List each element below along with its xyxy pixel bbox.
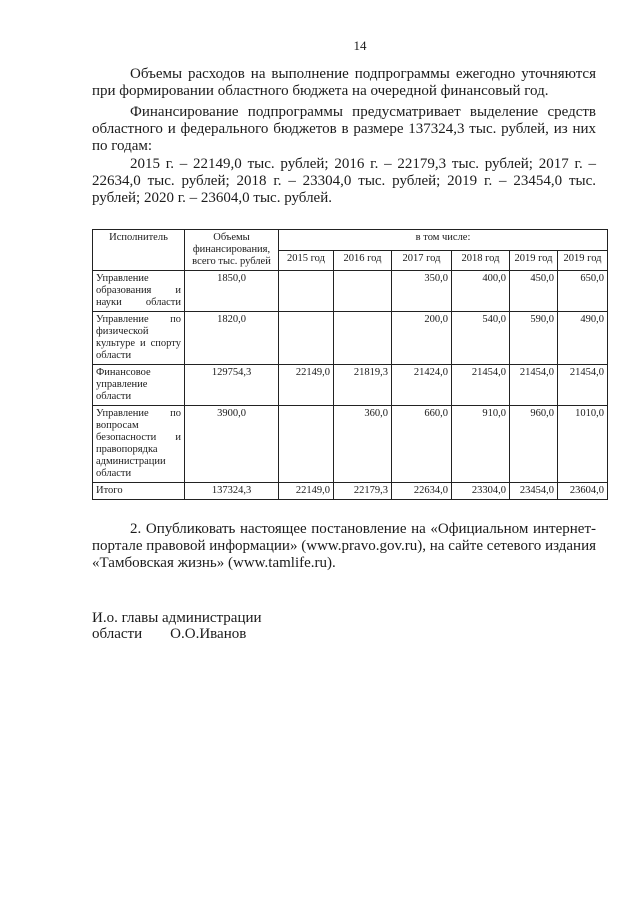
row-value: 21454,0 (510, 365, 558, 406)
header-year: 2019 год (558, 250, 608, 271)
row-value: 200,0 (392, 312, 452, 365)
paragraph-by-years: 2015 г. – 22149,0 тыс. рублей; 2016 г. – 22179,3 тыс. рублей; 2017 г. – 22634,0 тыс. рублей; 2018 г. – 23304,0 тыс. рублей; 2019 г. – 23454,0 тыс. рублей; 2020 г. – 23604,0 тыс. рублей. (92, 156, 596, 206)
table-row (93, 365, 608, 406)
header-executor: Исполнитель (93, 230, 185, 271)
header-total: Объемы финансирования, всего тыс. рублей (185, 230, 279, 271)
row-value: 450,0 (510, 271, 558, 312)
row-value: 21454,0 (452, 365, 510, 406)
table-row (93, 271, 608, 312)
header-year: 2015 год (279, 250, 334, 271)
row-value: 960,0 (510, 406, 558, 483)
table-row (93, 312, 608, 365)
paragraph-financing: Финансирование подпрограммы предусматривает выделение средств областного и федерального бюджетов в размере 137324,3 тыс. рублей, из них по годам: (92, 104, 596, 154)
row-value: 1010,0 (558, 406, 608, 483)
row-value: 21454,0 (558, 365, 608, 406)
row-value: 23454,0 (510, 483, 558, 500)
row-value: 590,0 (510, 312, 558, 365)
row-value: 540,0 (452, 312, 510, 365)
row-value (279, 406, 334, 483)
paragraph-expenses: Объемы расходов на выполнение подпрограммы ежегодно уточняются при формировании областного бюджета на очередной финансовый год. (92, 66, 596, 99)
header-including: в том числе: (279, 230, 608, 251)
row-value: 23604,0 (558, 483, 608, 500)
row-total: 129754,3 (185, 365, 279, 406)
row-executor: Управление по вопросам безопасности и правопорядка администрации области (93, 406, 185, 483)
row-value: 22149,0 (279, 365, 334, 406)
row-value (279, 312, 334, 365)
row-value: 400,0 (452, 271, 510, 312)
row-total: 1820,0 (185, 312, 279, 365)
table-row (93, 406, 608, 483)
row-value: 22179,3 (334, 483, 392, 500)
signatory-name: О.О.Иванов (170, 626, 247, 642)
signature-line (92, 626, 246, 643)
row-value: 21819,3 (334, 365, 392, 406)
page-number: 14 (353, 38, 367, 53)
row-total: 137324,3 (185, 483, 279, 500)
header-year: 2019 год (510, 250, 558, 271)
row-value: 22634,0 (392, 483, 452, 500)
row-value: 350,0 (392, 271, 452, 312)
row-total: 3900,0 (185, 406, 279, 483)
header-year: 2016 год (334, 250, 392, 271)
row-executor: Управление по физической культуре и спорту области (93, 312, 185, 365)
row-value: 490,0 (558, 312, 608, 365)
table-header-row (93, 230, 608, 251)
header-year: 2018 год (452, 250, 510, 271)
row-executor: Итого (93, 483, 185, 500)
row-total: 1850,0 (185, 271, 279, 312)
row-value: 23304,0 (452, 483, 510, 500)
row-value: 650,0 (558, 271, 608, 312)
table-total-row (93, 483, 608, 500)
paragraph-publication: 2. Опубликовать настоящее постановление на «Официальном интернет-портале правовой информации» (www.pravo.gov.ru), на сайте сетевого издания «Тамбовская жизнь» (www.tamlife.ru). (92, 521, 596, 571)
row-value (334, 312, 392, 365)
row-executor: Финансовое управление области (93, 365, 185, 406)
row-value: 910,0 (452, 406, 510, 483)
row-value: 21424,0 (392, 365, 452, 406)
header-year: 2017 год (392, 250, 452, 271)
signature-title: И.о. главы администрации (92, 610, 262, 626)
row-value: 660,0 (392, 406, 452, 483)
row-executor: Управление образования и науки области (93, 271, 185, 312)
row-value: 22149,0 (279, 483, 334, 500)
financing-table (92, 229, 608, 500)
row-value (279, 271, 334, 312)
row-value: 360,0 (334, 406, 392, 483)
row-value (334, 271, 392, 312)
signature-region-label: области (92, 626, 143, 642)
